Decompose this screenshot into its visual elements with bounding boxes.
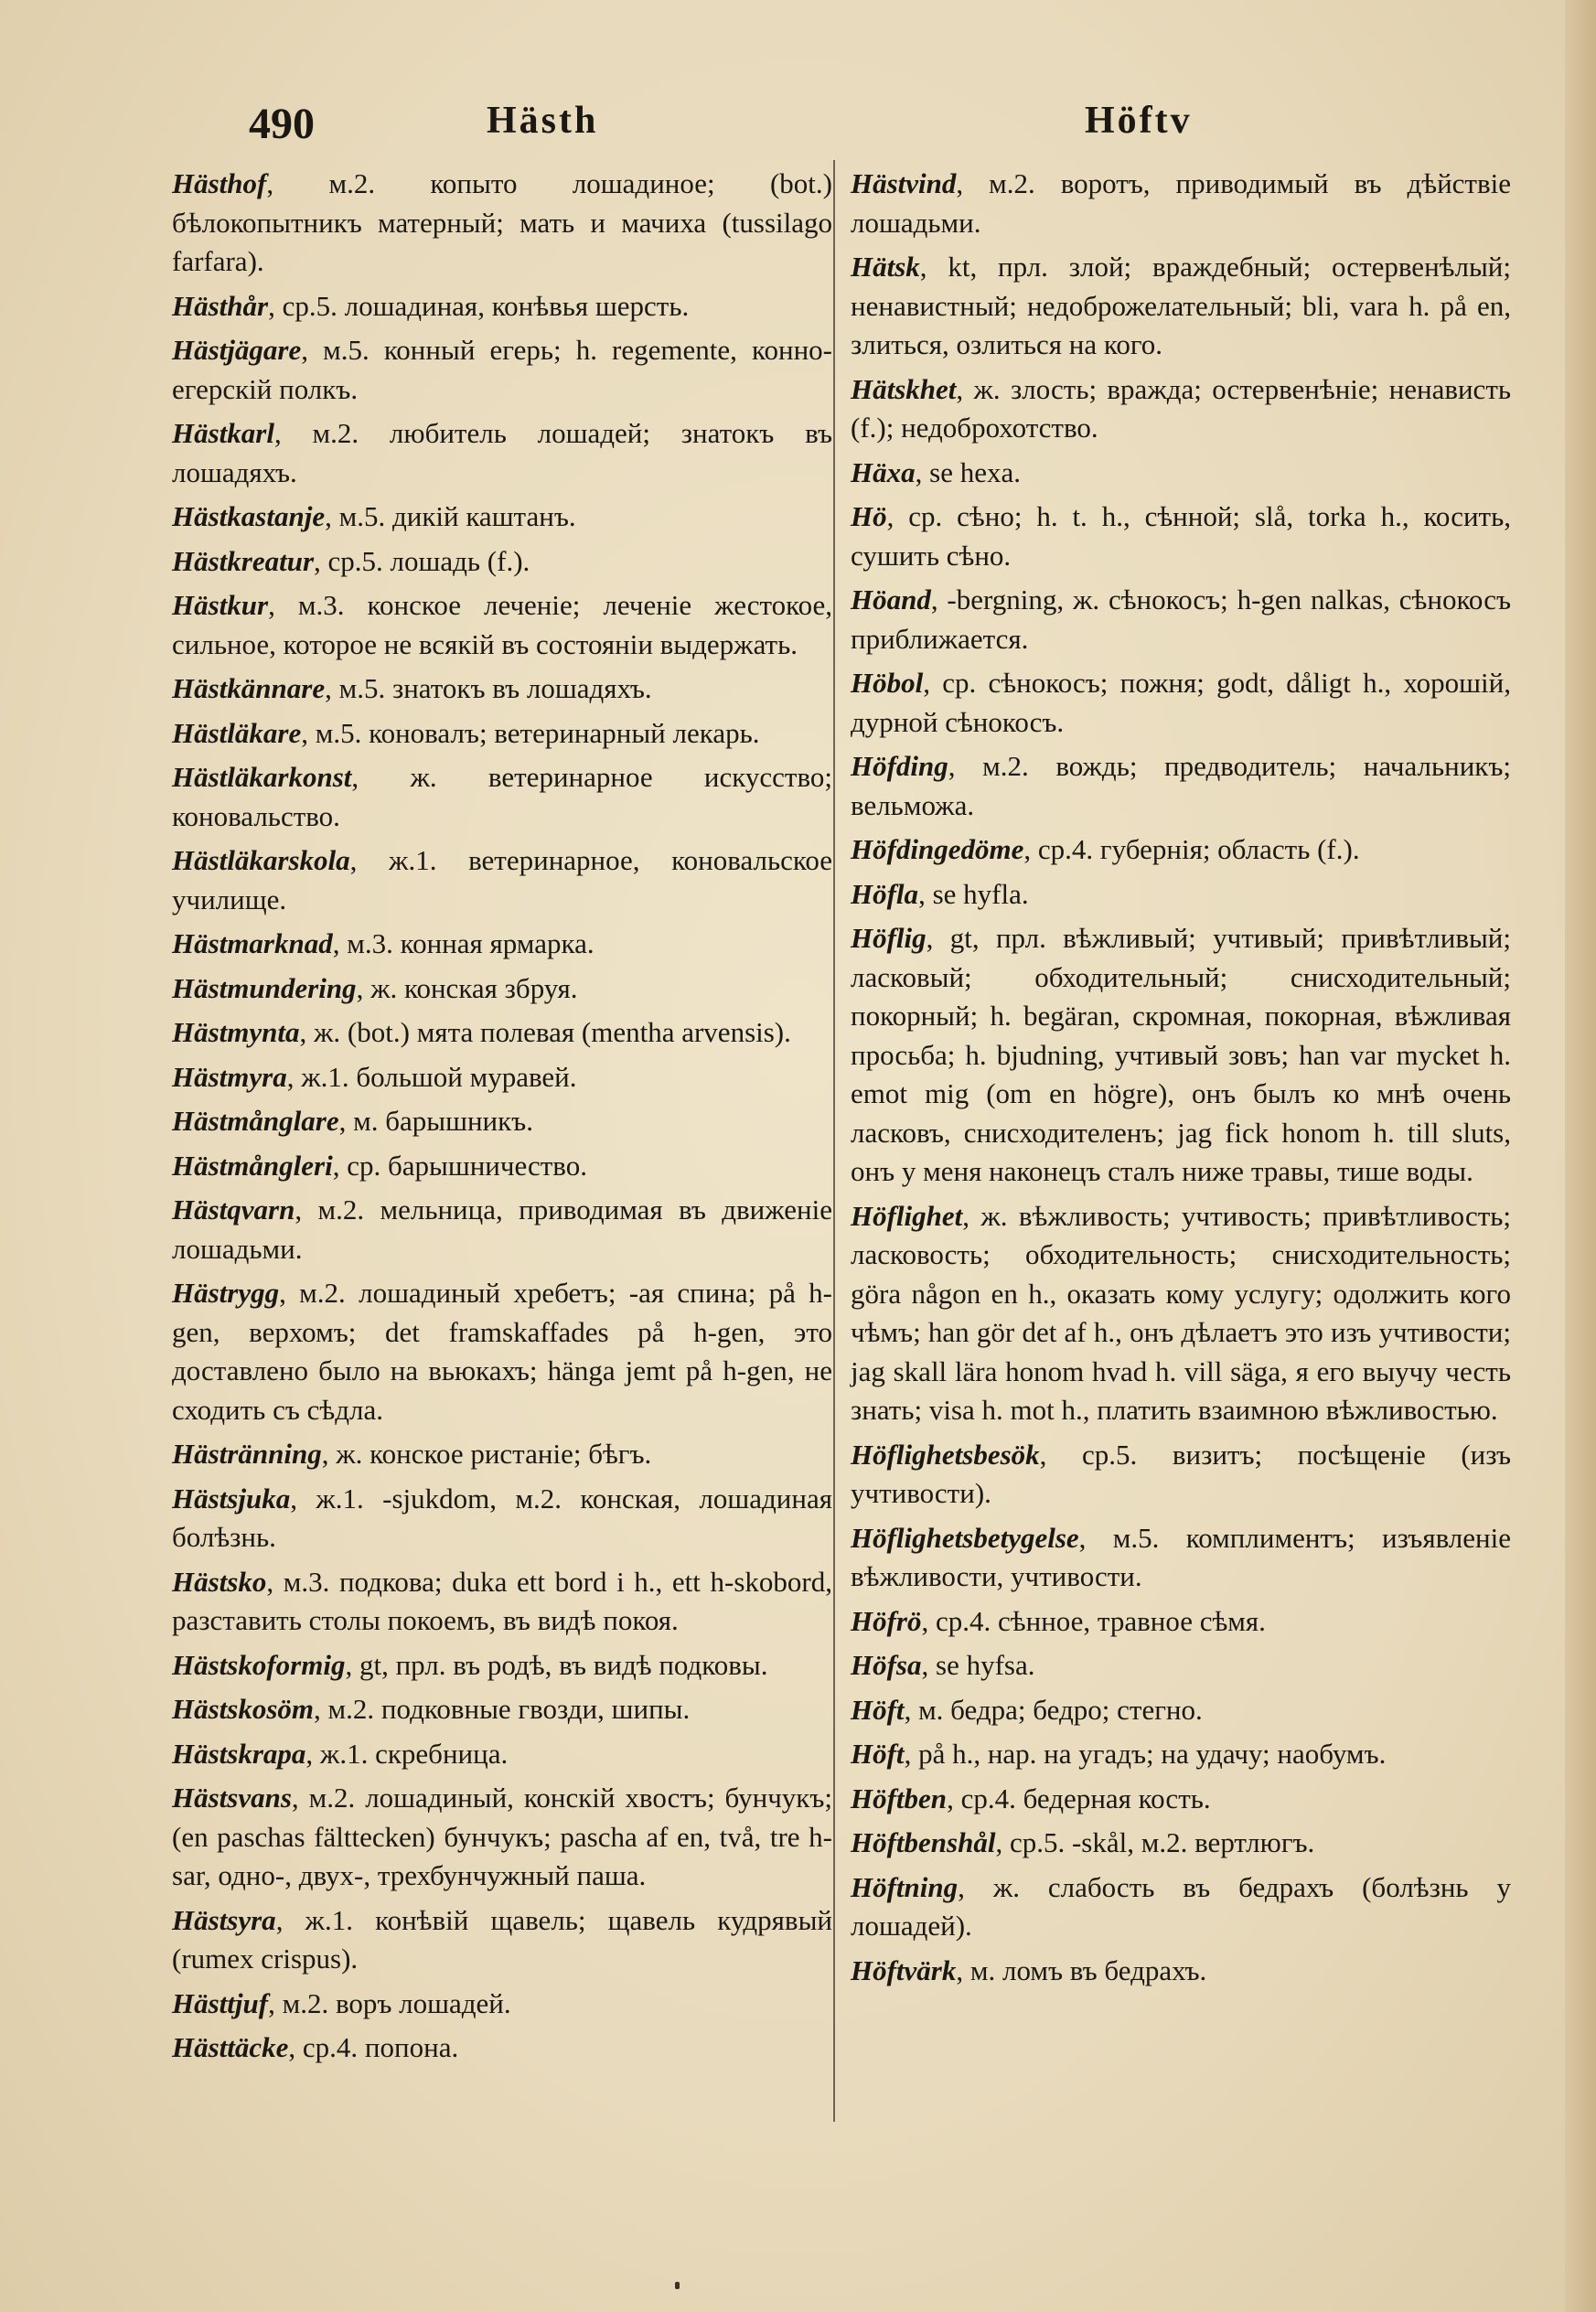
- dictionary-entry: [172, 331, 832, 409]
- dictionary-entry: [172, 542, 832, 582]
- entry-headword: Hästmyra: [172, 1060, 287, 1093]
- entry-definition: , se hexa.: [915, 455, 1021, 488]
- right-column: [851, 165, 1511, 1996]
- entry-headword: Hästhof: [172, 167, 267, 199]
- entry-headword: Hästkreatur: [172, 544, 315, 577]
- entry-headword: Höbol: [851, 667, 924, 699]
- entry-headword: Höflig: [851, 922, 927, 954]
- entry-definition: , ср.4. бедерная кость.: [947, 1782, 1211, 1814]
- entry-headword: Höfla: [851, 877, 919, 910]
- entry-definition: , м.5. знатокъ въ лошадяхъ.: [325, 672, 652, 704]
- entry-headword: Hästläkare: [172, 716, 302, 749]
- dictionary-entry: [851, 875, 1511, 915]
- entry-headword: Höftben: [851, 1782, 948, 1814]
- entry-definition: , м.5. конный егерь; h. regemente, конно-егерскій полкъ.: [172, 334, 832, 405]
- entry-definition: , м.5. дикій каштанъ.: [325, 500, 576, 532]
- entry-definition: , ж. вѣжливость; учтивость; привѣтливость; ласковость; обходительность; снисходительность; göra någon en h., оказать кому услугу; одолжить кого чѣмъ; han gör det af h., онъ дѣлаетъ это изъ учтивости; jag skall lära honom hvad h. vill säga, я его выучу честь знать; visa h. mot h., платить взаимною вѣжливостью.: [851, 1199, 1511, 1426]
- entry-definition: , м.3. конское леченіе; леченіе жестокое, сильное, которое не всякій въ состояніи выдержать.: [172, 589, 832, 660]
- entry-headword: Höand: [851, 583, 931, 615]
- entry-headword: Hästvind: [851, 167, 957, 199]
- dictionary-entry: [851, 1735, 1511, 1774]
- dictionary-entry: [851, 830, 1511, 870]
- entry-definition: , ср.4. попона.: [288, 2031, 459, 2063]
- entry-definition: , ж.1. -sjukdom, м.2. конская, лошадиная болѣзнь.: [172, 1482, 832, 1553]
- entry-headword: Hästläkarkonst: [172, 761, 352, 793]
- entry-definition: , м.2. любитель лошадей; знатокъ въ лошадяхъ.: [172, 417, 832, 488]
- entry-definition: , ж.1. конѣвій щавель; щавель кудрявый (rumex crispus).: [172, 1903, 832, 1975]
- dictionary-entry: [172, 414, 832, 492]
- left-column: [172, 165, 832, 2073]
- dictionary-entry: [172, 1013, 832, 1053]
- dictionary-entry: [172, 841, 832, 919]
- entry-headword: Hästskoformig: [172, 1648, 346, 1681]
- dictionary-entry: [851, 1197, 1511, 1430]
- entry-definition: , ж. (bot.) мята полевая (mentha arvensis).: [299, 1016, 791, 1048]
- right-guide-word: Höftv: [1085, 100, 1193, 142]
- entry-headword: Hästskosöm: [172, 1693, 315, 1725]
- entry-definition: , м.2. подковные гвозди, шипы.: [314, 1693, 691, 1725]
- entry-definition: , ср.5. лошадь (f.).: [314, 544, 530, 577]
- dictionary-entry: [172, 1058, 832, 1097]
- entry-definition: , gt, прл. вѣжливый; учтивый; привѣтливый; ласковый; обходительный; снисходительный; покорный; h. begäran, скромная, покорная, вѣжливая просьба; h. bjudning, учтивый зовъ; han var mycket h. emot mig (om en högre), онъ былъ ко мнѣ очень ласковъ, снисходителенъ; jag fick honom h. till sluts, онъ у меня наконецъ сталъ ниже травы, тише воды.: [851, 922, 1511, 1187]
- dictionary-entry: [851, 370, 1511, 448]
- entry-definition: , ср.5. визитъ; посѣщеніе (изъ учтивости).: [851, 1438, 1511, 1509]
- entry-headword: Hästskrapa: [172, 1737, 306, 1770]
- dictionary-entry: [851, 1646, 1511, 1686]
- entry-headword: Häxa: [851, 455, 916, 488]
- dictionary-entry: [851, 165, 1511, 242]
- entry-definition: , м.2. воръ лошадей.: [268, 1986, 511, 2019]
- entry-headword: Hästtjuf: [172, 1986, 269, 2019]
- entry-definition: , м.2. лошадиный хребетъ; -ая спина; på h-gen, верхомъ; det framskaffades på h-gen, это доставлено было на вьюкахъ; hänga jemt på h-gen, не сходить съ сѣдла.: [172, 1277, 832, 1426]
- entry-headword: Hästmångleri: [172, 1149, 333, 1182]
- entry-definition: , м. бедра; бедро; стегно.: [904, 1693, 1203, 1726]
- entry-definition: , м.2. лошадиный, конскій хвостъ; бунчукъ; (en paschas fälttecken) бунчукъ; pascha af en, två, tre h-sar, одно-, двух-, трехбунчужный паша.: [172, 1782, 832, 1891]
- dictionary-entry: [851, 747, 1511, 825]
- dictionary-entry: [851, 919, 1511, 1192]
- dictionary-entry: [851, 581, 1511, 658]
- entry-headword: Hästkur: [172, 589, 269, 621]
- entry-headword: Höftbenshål: [851, 1826, 996, 1858]
- entry-headword: Hästmynta: [172, 1016, 300, 1048]
- entry-headword: Hästtäcke: [172, 2031, 289, 2063]
- entry-headword: Hästjägare: [172, 334, 302, 366]
- entry-definition: , м.2. воротъ, приводимый въ дѣйствіе лошадьми.: [851, 167, 1511, 239]
- entry-headword: Höft: [851, 1738, 905, 1770]
- entry-headword: Hästmånglare: [172, 1105, 339, 1137]
- entry-definition: , gt, прл. въ родѣ, въ видѣ подковы.: [345, 1648, 768, 1681]
- entry-definition: , ср. сѣнокосъ; пожня; godt, dåligt h., хорошій, дурной сѣнокосъ.: [851, 667, 1511, 738]
- dictionary-entry: [851, 1436, 1511, 1514]
- dictionary-entry: [172, 925, 832, 964]
- dictionary-entry: [172, 1901, 832, 1979]
- entry-definition: , м.3. подкова; duka ett bord i h., ett h-skobord, разставить столы покоемъ, въ видѣ покоя.: [172, 1565, 832, 1636]
- entry-definition: , м.5. коновалъ; ветеринарный лекарь.: [301, 716, 760, 749]
- dictionary-entry: [851, 664, 1511, 742]
- entry-definition: , se hyfsa.: [921, 1649, 1035, 1681]
- dictionary-entry: [172, 498, 832, 537]
- entry-headword: Hästsjuka: [172, 1482, 291, 1515]
- entry-definition: , ср.4. губернія; область (f.).: [1023, 833, 1360, 865]
- entry-definition: , på h., нар. на угадъ; на удачу; наобумъ.: [904, 1738, 1387, 1770]
- dictionary-entry: [851, 454, 1511, 493]
- entry-headword: Hätskhet: [851, 372, 957, 405]
- entry-definition: , -bergning, ж. сѣнокосъ; h-gen nalkas, сѣнокосъ приближается.: [851, 583, 1511, 655]
- dictionary-entry: [851, 248, 1511, 365]
- dictionary-entry: [172, 1779, 832, 1896]
- entry-definition: , ср. барышничество.: [332, 1149, 587, 1182]
- entry-headword: Hästränning: [172, 1438, 322, 1470]
- entry-definition: , ж.1. большой муравей.: [286, 1060, 577, 1093]
- entry-headword: Hästkännare: [172, 672, 326, 704]
- dictionary-entry: [851, 1868, 1511, 1946]
- dictionary-entry: [851, 1602, 1511, 1642]
- entry-definition: , ср. сѣно; h. t. h., сѣнной; slå, torka h., косить, сушить сѣно.: [851, 500, 1511, 572]
- entry-headword: Hästrygg: [172, 1277, 280, 1309]
- dictionary-entry: [172, 586, 832, 664]
- entry-headword: Höfsa: [851, 1649, 922, 1681]
- dictionary-entry: [172, 1102, 832, 1141]
- entry-headword: Hästkarl: [172, 417, 274, 449]
- entry-definition: , ж. злость; вражда; остервенѣніе; ненависть (f.); недоброхотство.: [851, 372, 1511, 444]
- left-guide-word: Hästh: [487, 100, 599, 142]
- entry-headword: Höft: [851, 1693, 905, 1726]
- dictionary-entry: [172, 1646, 832, 1686]
- entry-definition: , ж. слабость въ бедрахъ (болѣзнь у лошадей).: [851, 1870, 1511, 1942]
- dictionary-entry: [172, 1735, 832, 1774]
- dictionary-entry: [172, 1985, 832, 2024]
- entry-definition: , ж. ветеринарное искусство; коновальство.: [172, 761, 832, 832]
- entry-definition: , kt, прл. злой; враждебный; остервенѣлый; ненавистный; недоброжелательный; bli, vara h. på en, злиться, озлиться на кого.: [851, 251, 1511, 360]
- entry-definition: , м.2. копыто лошадиное; (bot.) бѣлокопытникъ матерный; мать и мачиха (tussilago farfara).: [172, 167, 832, 277]
- entry-headword: Hästqvarn: [172, 1193, 295, 1226]
- entry-headword: Höfdingedöme: [851, 833, 1024, 865]
- entry-headword: Höflighet: [851, 1199, 963, 1232]
- entry-definition: , ж. конское ристаніе; бѣгъ.: [321, 1438, 652, 1470]
- dictionary-entry: [172, 1147, 832, 1186]
- dictionary-entry: [851, 1519, 1511, 1597]
- entry-headword: Hästsyra: [172, 1903, 276, 1936]
- entry-headword: Hätsk: [851, 251, 920, 283]
- entry-headword: Höfrö: [851, 1604, 922, 1637]
- entry-headword: Hästhår: [172, 289, 269, 322]
- entry-definition: , se hyfla.: [918, 877, 1029, 910]
- entry-headword: Höftvärk: [851, 1953, 957, 1986]
- dictionary-entry: [172, 1435, 832, 1474]
- dictionary-entry: [172, 2028, 832, 2068]
- column-divider: [833, 160, 835, 2122]
- dictionary-entry: [172, 165, 832, 282]
- entry-definition: , м. ломъ въ бедрахъ.: [956, 1953, 1207, 1986]
- dictionary-entry: [172, 1690, 832, 1729]
- dictionary-entry: [851, 498, 1511, 575]
- dictionary-entry: [172, 1563, 832, 1641]
- entry-definition: , м. барышникъ.: [338, 1105, 533, 1137]
- entry-headword: Höftning: [851, 1870, 959, 1903]
- entry-definition: , ж. конская збруя.: [356, 971, 578, 1004]
- entry-headword: Hästsko: [172, 1565, 267, 1598]
- dictionary-entry: [172, 1480, 832, 1557]
- entry-definition: , м.2. вождь; предводитель; начальникъ; вельможа.: [851, 750, 1511, 821]
- dictionary-entry: [172, 287, 832, 326]
- entry-headword: Hästmundering: [172, 971, 357, 1004]
- dictionary-entry: [172, 969, 832, 1009]
- entry-definition: , ж.1. ветеринарное, коновальское училище.: [172, 844, 832, 915]
- entry-definition: , м.5. комплиментъ; изъявленіе вѣжливости, учтивости.: [851, 1521, 1511, 1592]
- dictionary-entry: [851, 1691, 1511, 1730]
- entry-definition: , ср.5. лошадиная, конѣвья шерсть.: [268, 289, 690, 322]
- entry-headword: Höfding: [851, 750, 948, 782]
- page-edge: [1565, 0, 1596, 2312]
- entry-headword: Hästkastanje: [172, 500, 326, 532]
- entry-headword: Höflighetsbetygelse: [851, 1521, 1079, 1554]
- entry-definition: , ср.5. -skål, м.2. вертлюгъ.: [995, 1826, 1315, 1858]
- page-number: 490: [249, 100, 315, 148]
- dictionary-entry: [172, 669, 832, 709]
- entry-headword: Höflighetsbesök: [851, 1438, 1040, 1471]
- dictionary-entry: [172, 714, 832, 754]
- dictionary-entry: [172, 1274, 832, 1429]
- dictionary-entry: [851, 1824, 1511, 1863]
- entry-headword: Hästsvans: [172, 1782, 292, 1814]
- dictionary-entry: [172, 758, 832, 836]
- entry-headword: Hästmarknad: [172, 927, 333, 959]
- ink-speck: [675, 2282, 680, 2289]
- entry-definition: , ж.1. скребница.: [305, 1737, 509, 1770]
- entry-definition: , м.3. конная ярмарка.: [332, 927, 594, 959]
- entry-headword: Hö: [851, 500, 887, 532]
- dictionary-entry: [172, 1191, 832, 1268]
- entry-definition: , ср.4. сѣнное, травное сѣмя.: [921, 1604, 1266, 1637]
- entry-headword: Hästläkarskola: [172, 844, 350, 876]
- dictionary-entry: [851, 1952, 1511, 1991]
- entry-definition: , м.2. мельница, приводимая въ движеніе лошадьми.: [172, 1193, 832, 1265]
- dictionary-entry: [851, 1780, 1511, 1819]
